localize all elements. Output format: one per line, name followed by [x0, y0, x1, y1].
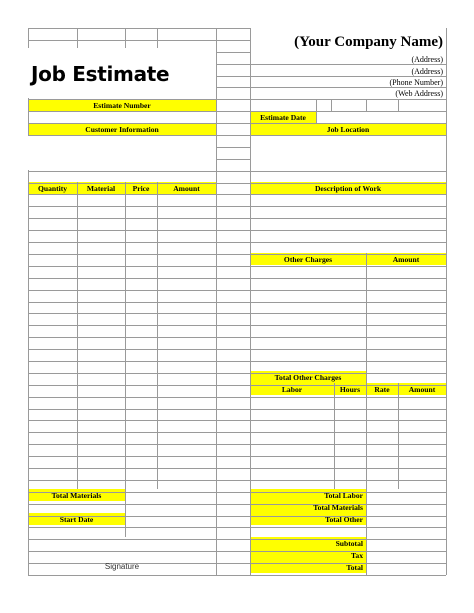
grid-hline	[28, 373, 446, 374]
labor-amount-header: Amount	[408, 385, 436, 394]
grid-hline	[28, 468, 446, 469]
grid-vline	[77, 182, 78, 489]
grid-hline	[28, 111, 446, 112]
total-materials-label: Total Materials	[51, 491, 102, 500]
grid-vline	[398, 99, 399, 111]
grid-hline	[28, 230, 446, 231]
page-title: Job Estimate	[31, 62, 170, 86]
grid-hline	[28, 266, 446, 267]
grid-vline	[366, 99, 367, 111]
grid-vline	[446, 28, 447, 575]
start-date-label: Start Date	[59, 515, 94, 524]
grid-vline	[77, 28, 78, 48]
grid-hline	[28, 218, 446, 219]
grid-vline	[331, 99, 332, 111]
grid-hline	[28, 397, 446, 398]
signature-label: Signature	[104, 562, 140, 571]
subtotal-label: Subtotal	[335, 539, 363, 548]
price-header: Price	[132, 184, 150, 193]
grid-vline	[157, 182, 158, 489]
total-other-charges-label: Total Other Charges	[274, 373, 342, 382]
rate-header: Rate	[374, 385, 390, 394]
job-location-area	[251, 136, 446, 170]
grid-hline	[28, 456, 446, 457]
material-header: Material	[86, 184, 116, 193]
grid-hline	[28, 349, 446, 350]
grid-hline	[28, 337, 446, 338]
grid-hline	[28, 171, 446, 172]
grid-hline	[28, 575, 446, 576]
grid-hline	[28, 527, 446, 528]
tax-label: Tax	[351, 551, 363, 560]
total-labor-label: Total Labor	[324, 491, 363, 500]
other-charges-header: Other Charges	[283, 255, 333, 264]
grid-vline	[157, 28, 158, 48]
grid-vline	[398, 383, 399, 489]
grid-vline	[334, 383, 335, 489]
estimate-number-label: Estimate Number	[93, 101, 151, 110]
grid-hline	[28, 361, 446, 362]
grid-vline	[216, 28, 217, 575]
grid-vline	[366, 253, 367, 575]
company-address-2: (Address)	[411, 67, 443, 76]
grid-hline	[28, 504, 446, 505]
grid-vline	[316, 99, 317, 123]
total-materials-right-label: Total Materials	[313, 503, 363, 512]
description-of-work-header: Description of Work	[314, 184, 382, 193]
company-address-1: (Address)	[411, 55, 443, 64]
grid-hline	[28, 444, 446, 445]
amount-header: Amount	[173, 184, 200, 193]
grid-hline	[28, 539, 446, 540]
grid-hline	[28, 290, 446, 291]
estimate-date-label: Estimate Date	[260, 113, 306, 122]
grid-hline	[28, 123, 446, 124]
grid-hline	[28, 313, 446, 314]
company-web: (Web Address)	[395, 89, 443, 98]
grid-hline	[28, 242, 446, 243]
grid-hline	[28, 325, 446, 326]
grid-hline	[28, 99, 446, 100]
total-other-label: Total Other	[325, 515, 363, 524]
grid-hline	[28, 551, 446, 552]
hours-header: Hours	[339, 385, 361, 394]
customer-info-area	[28, 136, 216, 170]
total-label: Total	[346, 563, 363, 572]
grid-hline	[28, 409, 446, 410]
grid-hline	[28, 302, 446, 303]
company-name: (Your Company Name)	[294, 34, 443, 50]
quantity-header: Quantity	[37, 184, 68, 193]
grid-vline	[125, 182, 126, 537]
customer-information-label: Customer Information	[85, 125, 159, 134]
grid-vline	[125, 28, 126, 48]
other-charges-amount-header: Amount	[392, 255, 420, 264]
grid-hline	[28, 420, 446, 421]
job-location-label: Job Location	[326, 125, 370, 134]
grid-hline	[28, 278, 446, 279]
grid-hline	[28, 194, 446, 195]
grid-hline	[28, 480, 446, 481]
company-phone: (Phone Number)	[389, 78, 443, 87]
grid-hline	[28, 206, 446, 207]
labor-header: Labor	[281, 385, 303, 394]
grid-hline	[28, 432, 446, 433]
